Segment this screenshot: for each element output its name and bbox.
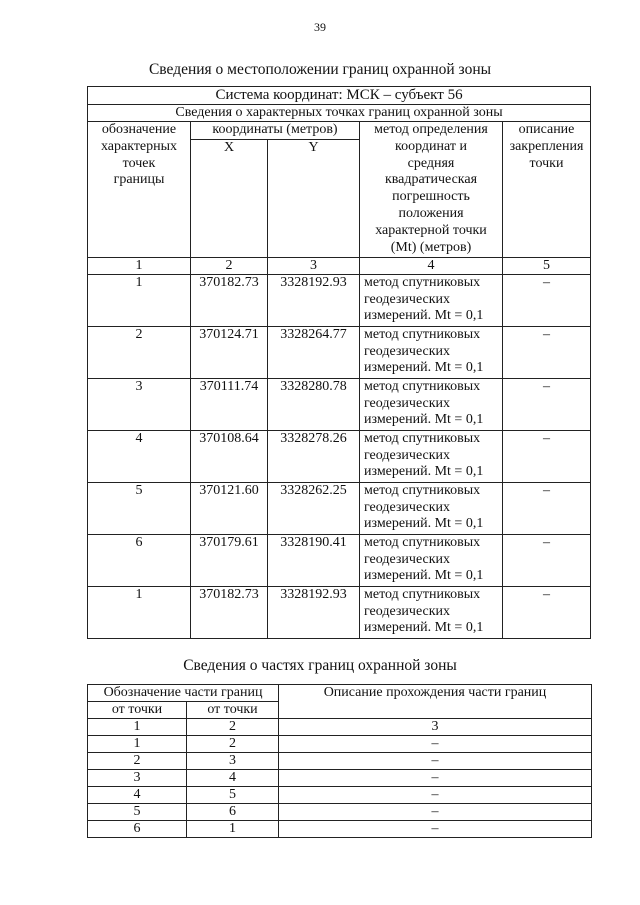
coordinate-system: Система координат: МСК – субъект 56 [88, 87, 591, 105]
to-point: 1 [187, 821, 279, 838]
coord-y: 3328192.93 [268, 274, 360, 326]
fixing-text: – [503, 430, 591, 482]
header-coordinates: координаты (метров) [191, 122, 360, 140]
method-text: метод спутниковых геодезических измерений. Mt = 0,1 [360, 274, 503, 326]
table-row [88, 736, 592, 753]
coord-y: 3328280.78 [268, 378, 360, 430]
table-row [88, 430, 591, 482]
table-row [88, 326, 591, 378]
fixing-text: – [503, 274, 591, 326]
boundary-parts-table [87, 684, 592, 838]
method-text: метод спутниковых геодезических измерений. Mt = 0,1 [360, 534, 503, 586]
coord-x: 370182.73 [191, 586, 268, 638]
column-number: 1 [88, 719, 187, 736]
section1-title: Сведения о местоположении границ охранной зоны [148, 61, 492, 78]
part-description: – [279, 753, 592, 770]
coord-x: 370111.74 [191, 378, 268, 430]
point-id: 2 [88, 326, 191, 378]
header-from-point: от точки [88, 702, 187, 719]
part-description: – [279, 736, 592, 753]
table-row [88, 787, 592, 804]
point-id: 6 [88, 534, 191, 586]
column-number: 1 [88, 257, 191, 274]
method-text: метод спутниковых геодезических измерений. Mt = 0,1 [360, 326, 503, 378]
to-point: 2 [187, 736, 279, 753]
method-text: метод спутниковых геодезических измерений. Mt = 0,1 [360, 378, 503, 430]
table-row [88, 770, 592, 787]
from-point: 6 [88, 821, 187, 838]
method-text: метод спутниковых геодезических измерений. Mt = 0,1 [360, 586, 503, 638]
table-row [88, 534, 591, 586]
column-number: 4 [360, 257, 503, 274]
from-point: 4 [88, 787, 187, 804]
point-id: 3 [88, 378, 191, 430]
coord-y: 3328192.93 [268, 586, 360, 638]
point-id: 5 [88, 482, 191, 534]
fixing-text: – [503, 586, 591, 638]
column-number: 5 [503, 257, 591, 274]
boundary-points-table [87, 86, 591, 639]
coord-y: 3328264.77 [268, 326, 360, 378]
table-row [88, 482, 591, 534]
part-description: – [279, 804, 592, 821]
coord-y: 3328190.41 [268, 534, 360, 586]
from-point: 3 [88, 770, 187, 787]
coord-x: 370121.60 [191, 482, 268, 534]
header-part-designation: Обозначение части границ [88, 685, 279, 702]
part-description: – [279, 821, 592, 838]
table-row [88, 753, 592, 770]
from-point: 5 [88, 804, 187, 821]
to-point: 3 [187, 753, 279, 770]
table-row [88, 274, 591, 326]
point-id: 4 [88, 430, 191, 482]
column-number: 2 [191, 257, 268, 274]
coord-y: 3328262.25 [268, 482, 360, 534]
coord-y: 3328278.26 [268, 430, 360, 482]
fixing-text: – [503, 534, 591, 586]
point-id: 1 [88, 586, 191, 638]
part-description: – [279, 787, 592, 804]
page-number: 39 [314, 20, 326, 34]
coord-x: 370124.71 [191, 326, 268, 378]
table-row [88, 821, 592, 838]
coord-x: 370179.61 [191, 534, 268, 586]
to-point: 6 [187, 804, 279, 821]
header-y: Y [268, 139, 360, 257]
fixing-text: – [503, 378, 591, 430]
table-row [88, 804, 592, 821]
header-designation: обозначение характерных точек границы [88, 122, 191, 258]
coord-x: 370182.73 [191, 274, 268, 326]
to-point: 5 [187, 787, 279, 804]
from-point: 1 [88, 736, 187, 753]
to-point: 4 [187, 770, 279, 787]
column-number: 3 [268, 257, 360, 274]
column-number: 2 [187, 719, 279, 736]
part-description: – [279, 770, 592, 787]
header-description: Описание прохождения части границ [279, 685, 592, 719]
header-fixing: описание закрепления точки [503, 122, 591, 258]
section2-title: Сведения о частях границ охранной зоны [183, 657, 457, 674]
coord-x: 370108.64 [191, 430, 268, 482]
fixing-text: – [503, 326, 591, 378]
method-text: метод спутниковых геодезических измерений. Mt = 0,1 [360, 482, 503, 534]
points-subtitle: Сведения о характерных точках границ охранной зоны [88, 105, 591, 122]
header-x: X [191, 139, 268, 257]
table-row [88, 586, 591, 638]
from-point: 2 [88, 753, 187, 770]
table-row [88, 378, 591, 430]
fixing-text: – [503, 482, 591, 534]
header-method: метод определения координат и средняя квадратическая погрешность положения характерной точки (Mt) (метров) [360, 122, 503, 258]
point-id: 1 [88, 274, 191, 326]
column-number: 3 [279, 719, 592, 736]
method-text: метод спутниковых геодезических измерений. Mt = 0,1 [360, 430, 503, 482]
header-to-point: от точки [187, 702, 279, 719]
